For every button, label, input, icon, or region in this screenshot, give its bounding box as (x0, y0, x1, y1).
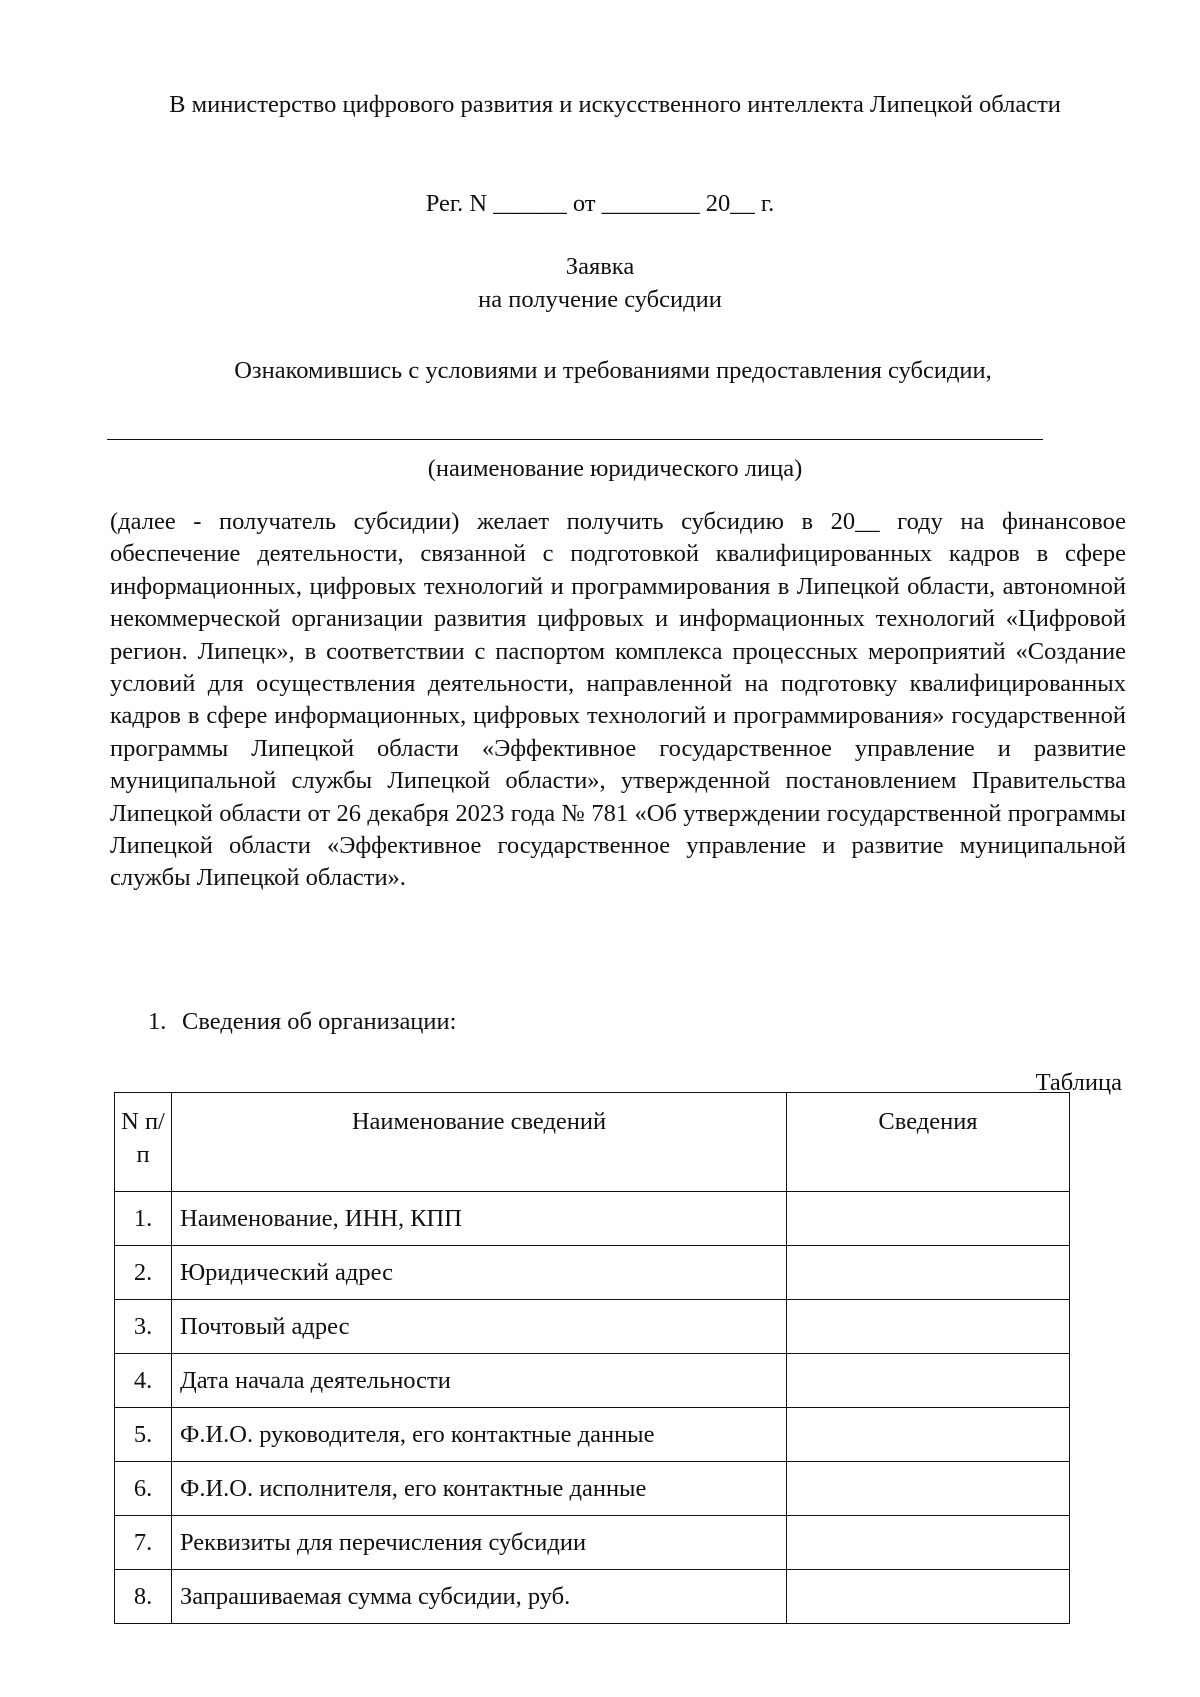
row-name: Наименование, ИНН, КПП (172, 1192, 787, 1246)
organization-info-table (114, 1092, 1070, 1624)
table-row (115, 1246, 1070, 1300)
title-line-1: Заявка (565, 253, 635, 280)
row-number: 2. (115, 1246, 172, 1300)
section-heading (148, 1005, 456, 1038)
row-value-field[interactable] (787, 1570, 1070, 1624)
table-header-row (115, 1093, 1070, 1192)
table-row (115, 1462, 1070, 1516)
table-caption: Таблица (1035, 1069, 1122, 1096)
legal-entity-name-line (107, 439, 1043, 440)
row-value-field[interactable] (787, 1300, 1070, 1354)
row-number: 8. (115, 1570, 172, 1624)
row-number: 5. (115, 1408, 172, 1462)
body-paragraph: (далее - получатель субсидии) желает получить субсидию в 20__ году на финансовое обеспечение деятельности, связанной с подготовкой квалифицированных кадров в сфере информационных, цифровых технологий и программирования в Липецкой области, автономной некоммерческой организации развития цифровых и информационных технологий «Цифровой регион. Липецк», в соответствии с паспортом комплекса процессных мероприятий «Создание условий для осуществления деятельности, направленной на подготовку квалифицированных кадров в сфере информационных, цифровых технологий и программирования» государственной программы Липецкой области «Эффективное государственное управление и развитие муниципальной службы Липецкой области», утвержденной постановлением Правительства Липецкой области от 26 декабря 2023 года № 781 «Об утверждении государственной программы Липецкой области «Эффективное государственное управление и развитие муниципальной службы Липецкой области». (110, 508, 1126, 892)
row-value-field[interactable] (787, 1192, 1070, 1246)
title-line-2: на получение субсидии (478, 286, 722, 313)
intro-text: Ознакомившись с условиями и требованиями предоставления субсидии, (234, 357, 992, 384)
row-value-field[interactable] (787, 1354, 1070, 1408)
document-title (0, 250, 1200, 316)
row-name: Ф.И.О. исполнителя, его контактные данные (172, 1462, 787, 1516)
section-title: Сведения об организации: (182, 1008, 457, 1035)
header-number: N п/п (115, 1093, 172, 1192)
row-name: Почтовый адрес (172, 1300, 787, 1354)
row-value-field[interactable] (787, 1246, 1070, 1300)
table-row (115, 1300, 1070, 1354)
row-name: Дата начала деятельности (172, 1354, 787, 1408)
row-value-field[interactable] (787, 1408, 1070, 1462)
registration-line: Рег. N ______ от ________ 20__ г. (425, 190, 775, 217)
addressee: В министерство цифрового развития и искусственного интеллекта Липецкой области (169, 91, 1061, 118)
header-value: Сведения (787, 1093, 1070, 1192)
table-body (115, 1192, 1070, 1624)
row-name: Запрашиваемая сумма субсидии, руб. (172, 1570, 787, 1624)
table-row (115, 1570, 1070, 1624)
row-name: Реквизиты для перечисления субсидии (172, 1516, 787, 1570)
row-number: 1. (115, 1192, 172, 1246)
row-value-field[interactable] (787, 1516, 1070, 1570)
section-number: 1. (148, 1008, 167, 1035)
legal-entity-name-caption: (наименование юридического лица) (427, 455, 803, 482)
row-number: 3. (115, 1300, 172, 1354)
table-row (115, 1354, 1070, 1408)
table-row (115, 1408, 1070, 1462)
row-value-field[interactable] (787, 1462, 1070, 1516)
header-name: Наименование сведений (172, 1093, 787, 1192)
table-row (115, 1516, 1070, 1570)
row-number: 7. (115, 1516, 172, 1570)
table-row (115, 1192, 1070, 1246)
row-number: 6. (115, 1462, 172, 1516)
row-number: 4. (115, 1354, 172, 1408)
row-name: Юридический адрес (172, 1246, 787, 1300)
row-name: Ф.И.О. руководителя, его контактные данные (172, 1408, 787, 1462)
